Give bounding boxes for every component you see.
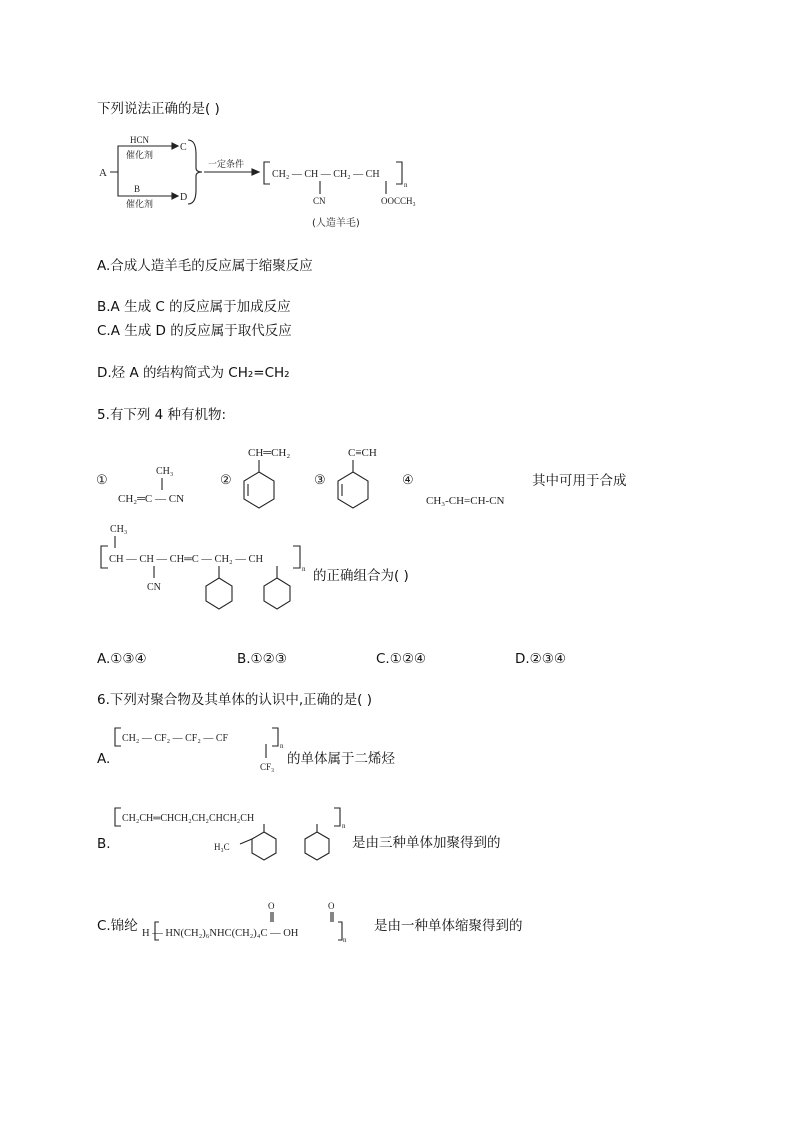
- mol2-vinyl: CH═CH₂: [248, 447, 291, 459]
- q6-option-a-label: A.: [97, 751, 111, 767]
- scheme-cn: CN: [313, 196, 326, 206]
- mol1-main: CH₂═C — CN: [118, 493, 185, 505]
- q5-tail-2: 的正确组合为( ): [313, 568, 409, 584]
- scheme-hcn: HCN: [130, 135, 150, 145]
- scheme-c: C: [180, 142, 187, 153]
- b-n: n: [342, 822, 346, 830]
- a-cf3: CF₃: [260, 762, 275, 772]
- q6-option-c-text: 是由一种单体缩聚得到的: [374, 918, 523, 934]
- q4-reaction-scheme: [92, 134, 532, 234]
- mol3-ethynyl: C≡CH: [348, 447, 377, 459]
- q5-stem: 5.有下列 4 种有机物:: [97, 407, 227, 423]
- poly-chain: CH — CH — CH═C — CH₂ — CH: [109, 554, 264, 565]
- c-carbonyl-o-2: O: [328, 901, 335, 911]
- poly-n: n: [302, 565, 306, 573]
- mol1-number: ①: [96, 472, 108, 487]
- scheme-caption: (人造羊毛): [312, 218, 360, 229]
- q5-option-a: A.①③④: [97, 651, 147, 667]
- poly-benzene-2: [264, 578, 290, 609]
- a-chain: CH₂ — CF₂ — CF₂ — CF: [122, 733, 229, 744]
- c-n: n: [343, 936, 347, 944]
- q5-tail-1: 其中可用于合成: [532, 473, 627, 489]
- c-chain: H — HN(CH₂)₆NHC(CH₂)₄C — OH: [142, 928, 299, 939]
- q4-option-a: A.合成人造羊毛的反应属于缩聚反应: [97, 258, 313, 274]
- mol2-number: ②: [220, 472, 232, 487]
- scheme-ester: OOCCH₃: [381, 196, 416, 206]
- q5-molecules: [96, 436, 536, 516]
- scheme-polymer-chain: CH₂ — CH — CH₂ — CH: [272, 169, 380, 180]
- q5-option-d: D.②③④: [515, 651, 566, 667]
- q4-option-b: B.A 生成 C 的反应属于加成反应: [97, 299, 291, 315]
- scheme-condition: 一定条件: [208, 160, 245, 170]
- scheme-n: n: [404, 181, 408, 189]
- b-h3c: H₃C: [214, 842, 230, 852]
- q4-option-c: C.A 生成 D 的反应属于取代反应: [97, 323, 292, 339]
- poly-benzene-1: [206, 578, 232, 609]
- q4-stem: 下列说法正确的是( ): [97, 101, 220, 117]
- mol4-number: ④: [402, 472, 414, 487]
- q6-a-polymer: [112, 726, 292, 776]
- b-benzene-ring: [305, 832, 329, 860]
- q4-option-d: D.烃 A 的结构简式为 CH₂=CH₂: [97, 365, 290, 381]
- q6-option-c-label: C.锦纶: [97, 918, 138, 934]
- q6-b-polymer: [112, 804, 352, 874]
- q5-polymer: [96, 520, 316, 616]
- q6-option-b-label: B.: [97, 836, 111, 852]
- scheme-catalyst-bottom: 催化剂: [126, 200, 154, 210]
- c-carbonyl-o-1: O: [268, 901, 275, 911]
- scheme-start-a: A: [99, 167, 107, 179]
- q6-option-b-text: 是由三种单体加聚得到的: [352, 835, 501, 851]
- q5-option-b: B.①②③: [237, 651, 287, 667]
- q6-stem: 6.下列对聚合物及其单体的认识中,正确的是( ): [97, 692, 372, 708]
- q6-c-polymer: [138, 898, 378, 948]
- scheme-catalyst-top: 催化剂: [126, 151, 154, 161]
- a-n: n: [280, 742, 284, 750]
- poly-ch3: CH₃: [110, 524, 128, 535]
- mol3-number: ③: [314, 472, 326, 487]
- q6-option-a-text: 的单体属于二烯烃: [287, 751, 395, 767]
- b-chain: CH₂CH═CHCH₂CH₂CHCH₂CH: [122, 813, 255, 824]
- mol1-ch3: CH₃: [156, 466, 174, 477]
- poly-cn: CN: [147, 582, 161, 593]
- mol4-main: CH₃-CH=CH-CN: [426, 495, 505, 507]
- scheme-d: D: [180, 192, 188, 203]
- q5-option-c: C.①②④: [376, 651, 427, 667]
- scheme-b: B: [134, 184, 141, 194]
- b-toluene-ring: [252, 832, 276, 860]
